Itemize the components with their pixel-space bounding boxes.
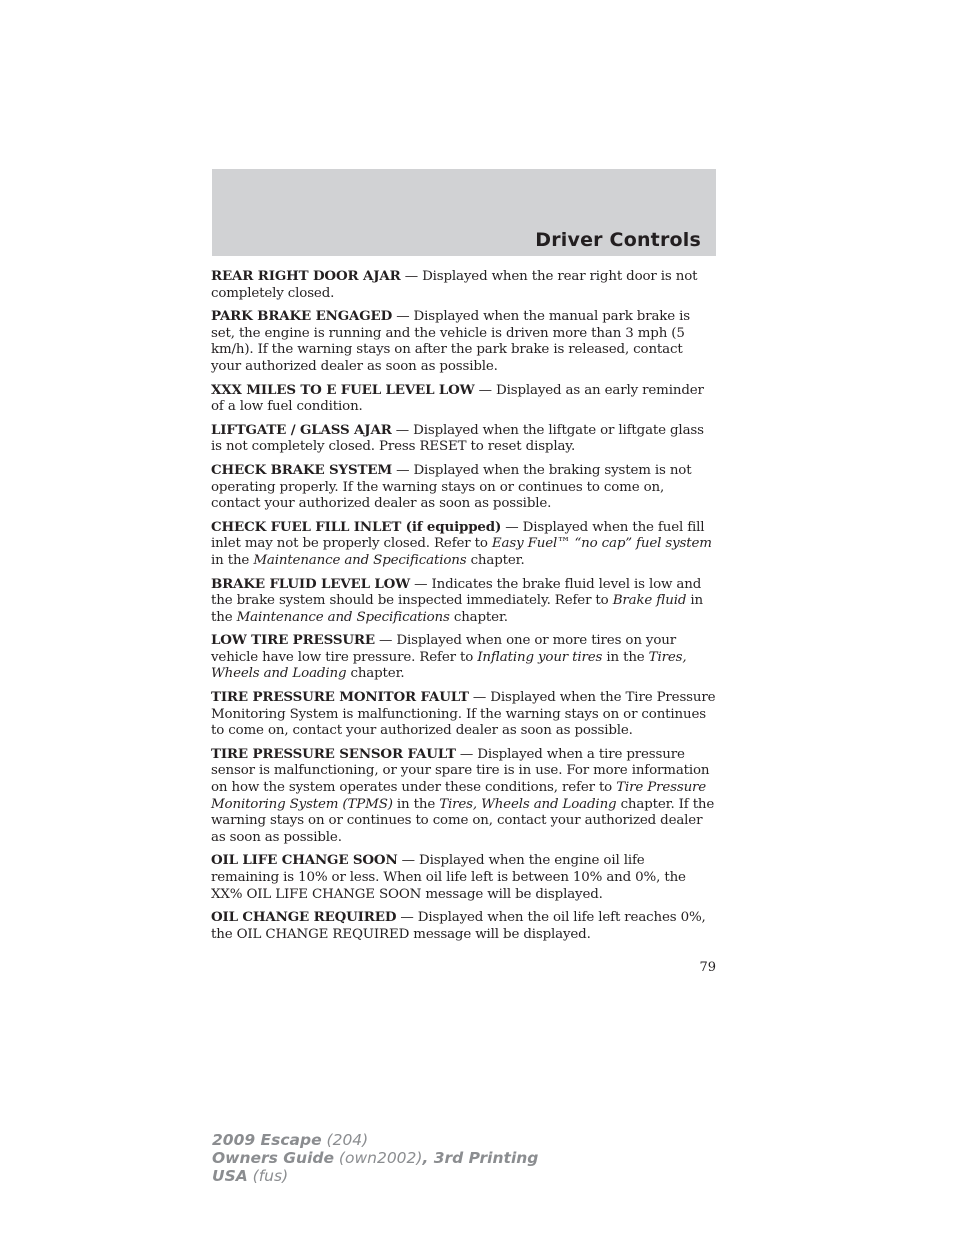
entry-fuel-level-low xyxy=(211,382,716,416)
entry-reference: Maintenance and Specifications xyxy=(236,609,450,625)
entry-body: — Displayed when a tire pressure sensor is malfunctioning, or your spare tire is in use. For more information on how the system operates under these conditions, refer to xyxy=(211,746,710,796)
footer-line-model: 2009 Escape (204) xyxy=(212,1131,369,1149)
entry-reference: Brake fluid xyxy=(612,593,687,609)
entry-body: — Displayed when the oil life left reaches 0%, the OIL CHANGE REQUIRED message will be displayed. xyxy=(211,910,706,942)
page-number: 79 xyxy=(699,960,716,975)
entry-term: LIFTGATE / GLASS AJAR xyxy=(211,421,392,438)
entry-liftgate-glass-ajar xyxy=(211,422,716,456)
entry-term: PARK BRAKE ENGAGED xyxy=(211,308,393,325)
entry-body: chapter. xyxy=(466,552,525,568)
entry-term: CHECK FUEL FILL INLET (if equipped) xyxy=(211,518,502,535)
entry-park-brake-engaged xyxy=(211,308,716,375)
entry-oil-life-change-soon xyxy=(211,852,716,903)
entry-body: in the xyxy=(211,593,703,625)
entry-body: in the xyxy=(602,649,649,665)
entry-body: — Displayed when the braking system is not operating properly. If the warning stays on or continues to come on, contact your authorized dealer as soon as possible. xyxy=(211,462,692,512)
section-title: Driver Controls xyxy=(535,229,701,251)
entry-body: — Displayed when one or more tires on your vehicle have low tire pressure. Refer to xyxy=(211,633,676,665)
footer-line-market: USA (fus) xyxy=(212,1167,289,1185)
entry-body: — Displayed when the manual park brake is set, the engine is running and the vehicle is driven more than 3 mph (5 km/h). If the warning stays on after the park brake is released, contact your authorized dealer as soon as possible. xyxy=(211,309,691,374)
message-list xyxy=(211,268,716,949)
entry-body: — Displayed when the fuel fill inlet may not be properly closed. Refer to xyxy=(211,519,705,552)
entry-reference: Inflating your tires xyxy=(477,649,603,665)
document-footer xyxy=(212,1131,538,1185)
entry-body: — Displayed when the liftgate or liftgate glass is not completely closed. Press RESET to reset display. xyxy=(211,422,704,455)
entry-body: in the xyxy=(392,796,440,812)
entry-body: chapter. xyxy=(346,666,405,682)
entry-check-fuel-fill-inlet xyxy=(211,519,716,570)
entry-term: BRAKE FLUID LEVEL LOW xyxy=(211,575,411,592)
entry-term: CHECK BRAKE SYSTEM xyxy=(211,461,393,478)
entry-reference: Maintenance and Specifications xyxy=(253,552,467,568)
entry-rear-right-door-ajar xyxy=(211,268,716,302)
entry-body: — Displayed when the rear right door is not completely closed. xyxy=(211,269,698,301)
entry-oil-change-required xyxy=(211,909,716,943)
entry-reference: Tires, Wheels and Loading xyxy=(211,649,687,682)
entry-term: XXX MILES TO E FUEL LEVEL LOW xyxy=(211,381,475,398)
entry-brake-fluid-level-low xyxy=(211,576,716,627)
entry-body: — Displayed when the engine oil life remaining is 10% or less. When oil life left is between 10% and 0%, the XX% OIL LIFE CHANGE SOON message will be displayed. xyxy=(211,853,686,902)
entry-term: OIL LIFE CHANGE SOON xyxy=(211,852,398,869)
entry-body: chapter. If the warning stays on or continues to come on, contact your authorized dealer as soon as possible. xyxy=(211,796,715,845)
entry-body: — Indicates the brake fluid level is low and the brake system should be inspected immediately. Refer to xyxy=(211,576,702,609)
entry-low-tire-pressure xyxy=(211,632,716,683)
entry-body: in the xyxy=(211,552,254,568)
entry-tire-pressure-monitor-fault xyxy=(211,689,716,740)
entry-term: LOW TIRE PRESSURE xyxy=(211,632,375,649)
entry-body: — Displayed when the Tire Pressure Monitoring System is malfunctioning. If the warning stays on or continues to come on, contact your authorized dealer as soon as possible. xyxy=(211,690,716,739)
entry-term: TIRE PRESSURE MONITOR FAULT xyxy=(211,689,469,706)
entry-reference: Easy Fuel™ “no cap” fuel system xyxy=(491,536,712,552)
entry-term: OIL CHANGE REQUIRED xyxy=(211,909,397,926)
entry-reference: Tire Pressure Monitoring System (TPMS) xyxy=(211,780,707,812)
entry-reference: Tires, Wheels and Loading xyxy=(439,796,617,812)
entry-body: — Displayed as an early reminder of a low fuel condition. xyxy=(211,382,704,415)
entry-term: REAR RIGHT DOOR AJAR xyxy=(211,268,401,284)
entry-term: TIRE PRESSURE SENSOR FAULT xyxy=(211,745,456,762)
entry-check-brake-system xyxy=(211,462,716,513)
entry-body: chapter. xyxy=(449,609,508,625)
section-header-band xyxy=(212,169,716,256)
entry-tire-pressure-sensor-fault xyxy=(211,746,716,847)
footer-line-guide: Owners Guide (own2002), 3rd Printing xyxy=(212,1149,539,1167)
